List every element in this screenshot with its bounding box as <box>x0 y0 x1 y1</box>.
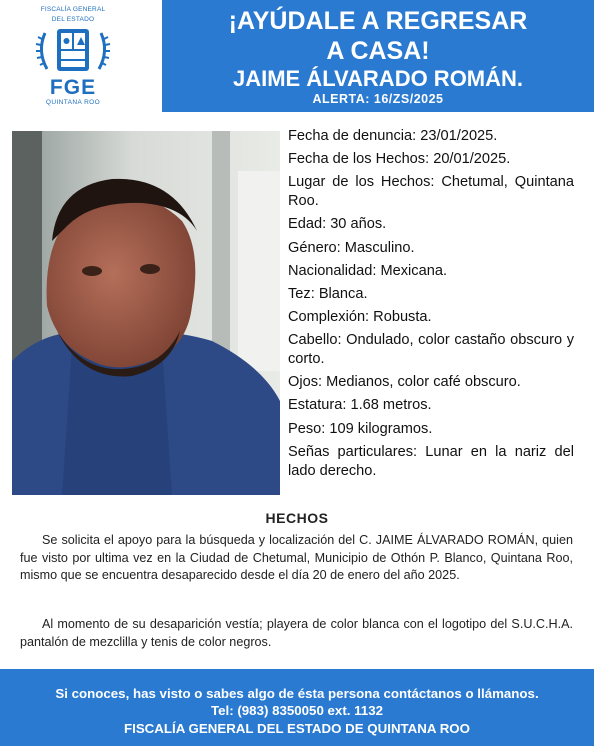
detail-estatura: Estatura: 1.68 metros. <box>288 397 432 414</box>
detail-edad: Edad: 30 años. <box>288 216 387 233</box>
detail-nacionalidad: Nacionalidad: Mexicana. <box>288 262 447 279</box>
hechos-paragraph-2: Al momento de su desaparición vestía; playera de color blanca con el logotipo del S.U.C.H.A. pantalón de mezclilla y tenis de color negros. <box>20 617 573 649</box>
footer-line1: Si conoces, has visto o sabes algo de ésta persona contáctanos o llámanos. <box>55 686 539 701</box>
detail-lugar-hechos: Lugar de los Hechos: Chetumal, Quintana Roo. <box>288 174 574 210</box>
detail-fecha-hechos: Fecha de los Hechos: 20/01/2025. <box>288 151 511 168</box>
header-line2: A CASA! <box>326 37 430 65</box>
header-line1: ¡AYÚDALE A REGRESAR <box>228 7 528 35</box>
detail-complexion: Complexión: Robusta. <box>288 309 432 326</box>
alert-code: ALERTA: 16/ZS/2025 <box>312 92 444 106</box>
person-photo <box>12 131 280 495</box>
logo-bottom: QUINTANA ROO <box>45 99 101 106</box>
contact-footer <box>0 669 594 746</box>
detail-fecha-denuncia: Fecha de denuncia: 23/01/2025. <box>288 128 498 144</box>
detail-genero: Género: Masculino. <box>288 239 415 256</box>
header-banner <box>162 0 594 112</box>
detail-peso: Peso: 109 kilogramos. <box>288 420 433 437</box>
logo-top-line1: FISCALÍA GENERAL <box>40 6 106 13</box>
logo-top-line2: DEL ESTADO <box>51 15 95 23</box>
person-details <box>288 127 574 485</box>
hechos-heading: HECHOS <box>265 510 329 526</box>
detail-ojos: Ojos: Medianos, color café obscuro. <box>288 374 521 391</box>
detail-cabello: Cabello: Ondulado, color castaño obscuro y corto. <box>288 332 574 368</box>
footer-phone: Tel: (983) 8350050 ext. 1132 <box>211 703 383 718</box>
missing-person-name: JAIME ÁLVARADO ROMÁN. <box>232 66 524 91</box>
footer-agency: FISCALÍA GENERAL DEL ESTADO DE QUINTANA ROO <box>124 721 470 736</box>
detail-senas: Señas particulares: Lunar en la nariz del lado derecho. <box>288 443 574 479</box>
hechos-paragraph-1: Se solicita el apoyo para la búsqueda y localización del C. JAIME ÁLVARADO ROMÁN, quien fue visto por ultima vez en la Ciudad de Chetumal, Municipio de Othón P. Blanco, Quintana Roo, mismo que se encuentra desaparecido desde el día 20 de enero del año 2025. <box>20 533 573 582</box>
logo-acronym: FGE <box>49 76 97 99</box>
state-shield-icon <box>33 25 113 79</box>
detail-tez: Tez: Blanca. <box>288 285 368 302</box>
fge-logo <box>14 4 132 120</box>
